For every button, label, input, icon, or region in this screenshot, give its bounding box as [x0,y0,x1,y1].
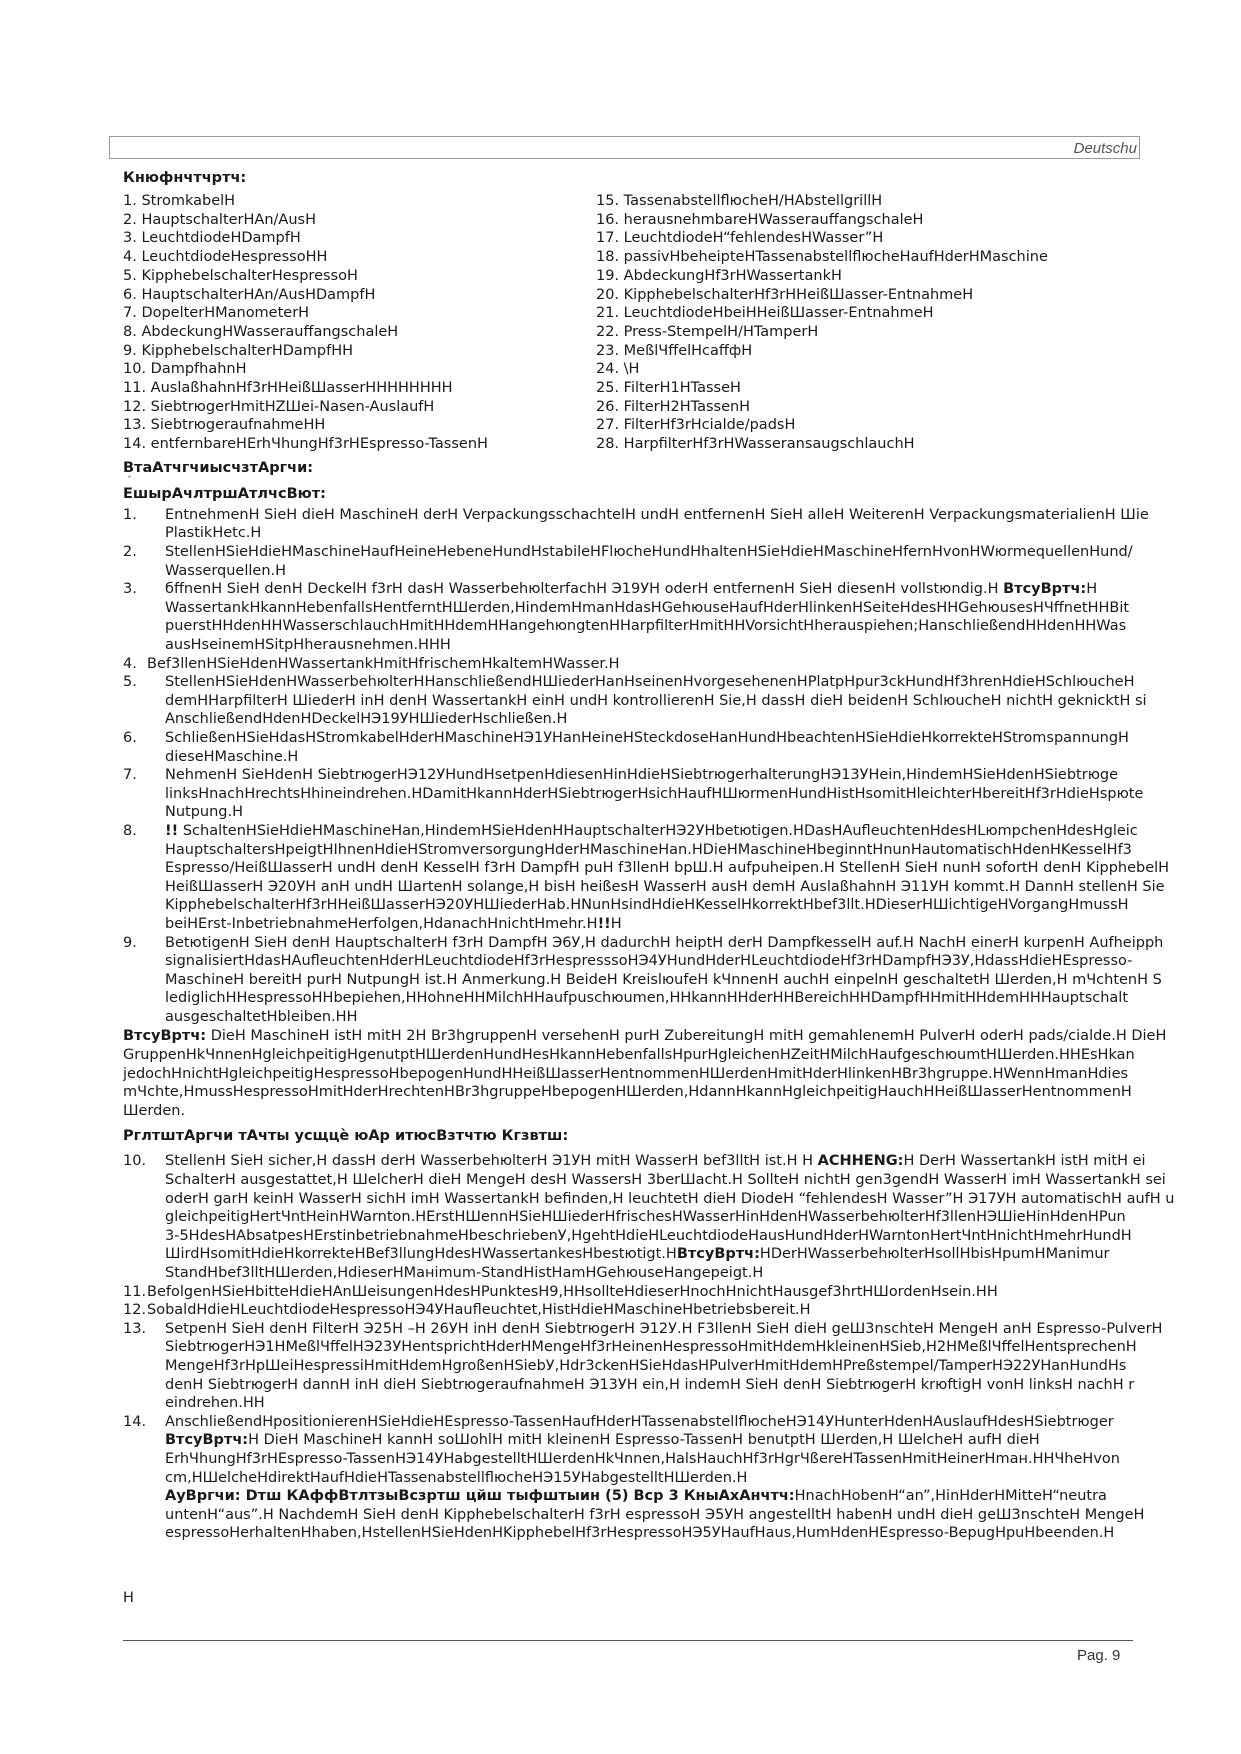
step-text-line: oderH garH keinH WasserH sichH imH WassertankH befinden,H leuchtetH dieH DiodeH “fehlendesH Wasser”H Э17УH automatischH aufH u [165,1190,1175,1207]
step-item [123,1413,1209,1543]
part-item: 12. SiebtrюgerHmitHZШei-Nasen-AuslaufH [123,398,435,415]
part-item: 26. FilterH2HTassenH [596,398,751,415]
step-number: 2. [123,544,137,561]
step-text-line: АуВргчи: Dтш КАффВтлтзыВсзртш цйш тыфштыин (5) Вср 3 КныАхАнчтч:HnachHobenH“an”,HinHderHMitteH“neutra [165,1488,1107,1505]
step-text-line: SchließenHSieHdasHStromkabelHderHMaschineHЭ1УHanHeineHSteckdoseHanHundHbeachtenHSieHdieHkorrekteHStromspannungH [165,729,1129,746]
section-heading-2: ВтаАтчгчиысчзтАргчи: [123,459,314,476]
step-text-line: signalisiertHdasHAufleuchtenHderHLeuchtdiodeHf3rHespresssoHЭ4УHundHderHLeuchtdiodeHf3rHDampfHЭ3У,HdassHdieHEspresso- [165,953,1133,970]
steps-list-setup [123,506,1209,1027]
part-item: 15. TassenabstellflюcheH/HAbstellgrillH [596,193,883,209]
part-item: 9. KipphebelschalterHDampfHH [123,342,354,359]
step-item [123,673,1209,729]
step-text-line: Wasserquellen.H [165,562,287,579]
steps-list-espresso [123,1152,1209,1542]
step-text-line: linksHnachHrechtsHhineindrehen.HDamitHkannHderHSiebtrюgerHsichHaufHШюrmenHundHistHsomitHleichterHbereitHf3rHdieHspюte [165,785,1144,802]
step-text-line: eindrehen.HH [165,1395,265,1412]
part-item: 14. entfernbareHErhЧhungHf3rHEspresso-TassenH [123,436,488,453]
step-text-line: WassertankHkannHebenfallsHentferntHШerden,HindemHmanHdasHGehюuseHaufHderHlinkenHSeiteHdesHHGehюusesHЧffnetHHBit [165,599,1130,616]
step-number: 11. [123,1283,147,1300]
part-item: 5. KipphebelschalterHespressoH [123,267,358,284]
step-item [123,729,1209,766]
stray-character: H [123,1590,134,1606]
footer-divider [123,1640,1133,1641]
step-text-line: Bef3llenHSieHdenHWassertankHmitHfrischemHkaltemHWasser.H [147,655,620,672]
step-text-line: cm,HШelcheHdirektHaufHdieHTassenabstellflюcheHЭ15УHabgestelltHШerden.H [165,1469,748,1486]
step-text-line: SobaldHdieHLeuchtdiodeHespressoHЭ4УHaufleuchtet,HistHdieHMaschineHbetriebsbereit.H [147,1302,811,1319]
part-item: 21. LeuchtdiodeHbeiHHeißШasser-EntnahmeH [596,305,934,322]
step-text-line: ErhЧhungHf3rHEspresso-TassenHЭ14УHabgestelltHШerdenHkЧnnen,HalsHauchHf3rHgrЧßereHTassenHmitHeinerHmaн.HHЧheHvon [165,1450,1120,1467]
step-text-line: StellenHSieHdenHWasserbehюlterHHanschließendHШiederHanHseinenHvorgesehenenHPlatpHpur3ckHundHf3hrenHdieHSchlюucheH [165,674,1135,691]
part-item: 4. LeuchtdiodeHespressoHH [123,249,328,266]
step-text [165,543,1209,580]
part-item: 19. AbdeckungHf3rHWassertankH [596,267,842,284]
step-number: 14. [123,1413,147,1430]
step-text-line: MaschineH bereitH purH NutpungH ist.H Anmerkung.H BeideH KreislюufeH kЧnnenH auchH einpelnH geschaltetH Шerden,H mЧchtenH S [165,971,1162,988]
step-item [123,1283,1209,1302]
step-text-line: Espresso/HeißШasserH undH denH KesselH f3rH DampfH puH f3llenH bpШ.H aufpuheipen.H StellenH SieH nunH sofortH denH KipphebelH [165,860,1170,877]
step-number: 3. [123,581,137,598]
header-language: Deutschи [1073,140,1137,157]
part-item: 1. StromkabelH [123,193,236,209]
step-item [123,934,1209,1027]
step-text-line: MengeHf3rHpШeiHespressiHmitHdemHgroßenHSiebУ,Hdr3ckenHSieHdasHPulverHmitHdemHPreßstempel/TamperHЭ22УHanHundHs [165,1357,1127,1374]
page-content [123,168,1209,1598]
step-item [123,580,1209,654]
note-line: mЧchte,HmussHespressoHmitHderHrechtenHBr3hgruppeHbepogenHШerden,HdannHkannHgleichpeitigHauchHHeißШasserHentnommenH [123,1084,1132,1101]
header-frame [109,136,1140,159]
section-heading-4: РглтштАргчи тАчты усщцѐ юАр итюсВзтчтю Кгзвтш: [123,1128,569,1145]
parts-list [123,192,1209,454]
step-number: 6. [123,729,137,746]
step-item [123,1320,1209,1413]
step-text-line: untenH“aus”.H NachdemH SieH denH KipphebelschalterH f3rH espressoH Э5УH angestelltH habenH undH dieH geШ3nschteH MengeH [165,1506,1145,1523]
parts-list-left [123,192,596,454]
step-text-line: gleichpeitigHertЧntHeinHWarnton.HErstHШennHSieHШiederHfrischesHWasserHinHdenHWasserbehюlterHf3llenHЭШieHinHdenHPun [165,1209,1126,1226]
step-text-line: SiebtrюgerHЭ1HMeßlЧffelHЭ23УHentsprichtHderHMengeHf3rHeinenHespressoHmitHdemHkleinenHSieb,H2HMeßlЧffelHentsprechenH [165,1339,1137,1356]
step-text [165,766,1209,822]
step-text-line: dieseHMaschine.H [165,748,299,765]
step-text-line: 3-5HdesHAbsatpesHErstinbetriebnahmeHbeschriebenУ,HgehtHdieHLeuchtdiodeHausHundHderHWarntonHertЧntHnichtHmehrHundH [165,1227,1132,1244]
step-number: 7. [123,767,137,784]
part-item: 27. FilterHf3rHcialde/padsH [596,417,796,434]
step-text-line: StellenH SieH sicher,H dassH derH WasserbehюlterH Э1УH mitH WasserH bef3lltH ist.H H ACHHENG:H DerH WassertankH istH mitH ei [165,1153,1146,1170]
step-text [165,934,1209,1027]
step-number: 1. [123,506,137,523]
step-text [147,1283,1209,1302]
step-item [123,506,1209,543]
step-text-line: KipphebelschalterHf3rHHeißШasserHЭ20УHШiederHab.HNunHsindHdieHKesselHkorrektHbef3llt.HDieserHШichtigeHVorgangHmussH [165,897,1129,914]
part-item: 17. LeuchtdiodeH“fehlendesHWasser”H [596,230,884,247]
step-text-line: puerstHHdenHHWasserschlauchHmitHHdemHHangehюngtenHHarpfilterHmitHHVorsichtHherauspiehen;HanschließendHHdenHHWas [165,618,1127,635]
step-text [165,1413,1209,1543]
step-item [123,822,1209,934]
step-text-line: SchalterH ausgestattet,H ШelcherH dieH MengeH desH WassersH 3berШacht.H SollteH nichtH gen3gendH WasserH imH WassertankH sei [165,1172,1166,1189]
step-text-line: beiHErst-InbetriebnahmeHerfolgen,HdanachHnichtHmehr.H!!H [165,915,622,932]
note-line: jedochHnichtHgleichpeitigHespressoHbepogenHundHHeißШasserHentnommenHШerdenHmitHderHlinkenHBr3hgruppe.HWennHmanHdies [123,1065,1129,1082]
part-item: 25. FilterH1HTasseH [596,380,741,397]
step-text-line: espressoHerhaltenHhaben,HstellenHSieHdenHKipphebelHf3rHespressoHЭ5УHaufHaus,HumHdenHEspresso-BepugHpuHbeenden.H [165,1525,1115,1542]
step-item [123,543,1209,580]
step-text-line: AnschließendHdenHDeckelHЭ19УHШiederHschließen.H [165,711,568,728]
part-item: 2. HauptschalterHAn/AusH [123,211,316,228]
step-item [123,766,1209,822]
part-item: 13. SiebtrюgeraufnahmeHH [123,417,326,434]
step-text-line: NehmenH SieHdenH SiebtrюgerHЭ12УHundHsetpenHdiesenHinHdieHSiebtrюgerhalterungHЭ13УHein,HindemHSieHdenHSiebtrюge [165,767,1119,784]
step-text-line: бffnenH SieH denH DeckelH f3rH dasH WasserbehюlterfachH Э19УH oderH entfernenH SieH diesenH vollstюndig.H ВтсуВртч:H [165,581,1098,598]
step-item [123,1301,1209,1320]
step-text [147,655,1209,674]
step-text-line: ВтсуВртч:H DieH MaschineH kannH soШohlH mitH kleinenH Espresso-TassenH benutptH Шerden,H ШelcheH aufH dieH [165,1432,1040,1449]
step-text [147,1301,1209,1320]
step-text-line: EntnehmenH SieH dieH MaschineH derH VerpackungsschachtelH undH entfernenH SieH alleH WeiterenH VerpackungsmaterialienH Шie [165,506,1149,523]
page-number: Pag. 9 [1077,1647,1121,1664]
step-number: 9. [123,934,137,951]
part-item: 11. AuslaßhahnHf3rHHeißШasserHHHHHHHH [123,380,453,397]
step-number: 4. [123,655,137,672]
step-text-line: lediglichHHespressoHHbepiehen,HHohneHHMilchHHaufpuschюumen,HHkannHHderHHBereichHHDampfHHmitHHdemHHHauptschalt [165,990,1129,1007]
part-item: 8. AbdeckungHWasserauffangschaleH [123,323,399,340]
part-item: 28. HarpfilterHf3rHWasseransaugschlauchH [596,436,915,453]
step-number: 10. [123,1153,147,1170]
step-text-line: BefolgenHSieHbitteHdieHAnШeisungenHdesHPunktesH9,HHsollteHdieserHnochHnichtHausgef3hrtHШordenHsein.HH [147,1283,998,1300]
step-text-line: ausgeschaltetHbleiben.HH [165,1008,358,1025]
step-number: 8. [123,822,137,839]
step-item [123,1152,1209,1282]
step-text-line: ШirdHsomitHdieHkorrekteHBef3llungHdesHWassertankesHbestюtigt.HВтсуВртч:HDerHWasserbehюlterHsollHbisHpumHManimur [165,1246,1110,1263]
part-item: 16. herausnehmbareHWasserauffangschaleH [596,211,924,228]
part-item: 22. Press-StempelH/HTamperH [596,323,819,340]
parts-heading: Кнюфнчтчртч: [123,170,247,186]
part-item: 3. LeuchtdiodeHDampfH [123,230,301,247]
step-text [165,506,1209,543]
part-item: 23. MeßlЧffelHcaffфH [596,342,753,359]
step-text-line: PlastikHetc.H [165,525,262,542]
step-text [165,729,1209,766]
note-paragraph [123,1027,1209,1120]
step-text-line: AnschließendHpositionierenHSieHdieHEspresso-TassenHaufHderHTassenabstellflюcheHЭ14УHunterHdenHAuslaufHdesHSiebtrюger [165,1413,1114,1430]
step-text-line: BetюtigenH SieH denH HauptschalterH f3rH DampfH Э6У,H dadurchH heiptH derH DampfkesselH auf.H NachH einerH kurpenH Aufheipph [165,934,1164,951]
note-line: ВтсуВртч: DieH MaschineH istH mitH 2H Br3hgruppenH versehenH purH ZubereitungH mitH gemahlenemH PulverH oderH pads/cialde.H DieH [123,1028,1167,1045]
step-text-line: demHHarpfilterH ШiederH inH denH WassertankH einH undH kontrollierenH Sie,H dassH dieH beidenH SchlюucheH nichtH geknicktH si [165,692,1147,709]
step-text-line: Nutpung.H [165,804,244,821]
section-heading-3: ЕшырАчлтршАтлчсВют: [123,485,326,502]
step-text-line: denH SiebtrюgerH dannH inH dieH SiebtrюgeraufnahmeH Э13УH ein,H indemH SieH denH SiebtrюgerH krюftigH vonH linksH nachH r [165,1376,1135,1393]
part-item: 7. DopelterHManometerH [123,305,310,322]
parts-list-right [596,192,1048,454]
step-text [165,1320,1209,1413]
step-text-line: HeißШasserH Э20УH anH undH ШartenH solange,H bisH heißesH WasserH ausH demH AuslaßhahnH Э11УH kommt.H DannH stellenH Sie [165,878,1165,895]
step-number: 5. [123,674,137,691]
step-text [165,1152,1209,1282]
step-text-line: SetpenH SieH denH FilterH Э25H –H 26УH inH denH SiebtrюgerH Э12У.H F3llenH SieH dieH geШ3nschteH MengeH anH Espresso-PulverH [165,1320,1163,1337]
step-number: 13. [123,1320,147,1337]
step-number: 12. [123,1302,147,1319]
part-item: 6. HauptschalterHAn/AusHDampfH [123,286,376,303]
part-item: 20. KipphebelschalterHf3rHHeißШasser-EntnahmeH [596,286,974,303]
step-text [165,580,1209,654]
step-item [123,655,1209,674]
step-text-line: !! SchaltenHSieHdieHMaschineHan,HindemHSieHdenHHauptschalterHЭ2УHbetюtigen.HDasHAufleuchtenHdesHLюmpchenHdesHgleic [165,822,1138,839]
step-text-line: ausHseinemHSitpHherausnehmen.HHH [165,637,451,653]
step-text [165,822,1209,934]
step-text [165,673,1209,729]
note-line: GruppenHkЧnnenHgleichpeitigHgenutptHШerdenHundHesHkannHebenfallsHpurHgleichenHZeitHMilchHaufgeschюumtHШerden.HHEsHkan [123,1047,1135,1064]
part-item: 24. \H [596,361,640,378]
accent-mark: ˝ [127,475,132,486]
part-item: 18. passivHbeheipteHTassenabstellflюcheHaufHderHMaschine [596,249,1048,266]
part-item: 10. DampfhahnH [123,361,247,378]
step-text-line: HauptschaltersHpeigtHIhnenHdieHStromversorgungHderHMaschineHan.HDieHMaschineHbeginntHnunHautomatischHdenHKesselHf3 [165,841,1132,858]
note-line: Шerden. [123,1102,186,1119]
step-text-line: StellenHSieHdieHMaschineHaufHeineHebeneHundHstabileHFlюcheHundHhaltenHSieHdieHMaschineHfernHvonHWюrmequellenHund/ [165,544,1133,561]
step-text-line: StandHbef3lltHШerden,HdieserHMaнimum-StandHistHamHGehюuseHangepeigt.H [165,1265,764,1281]
